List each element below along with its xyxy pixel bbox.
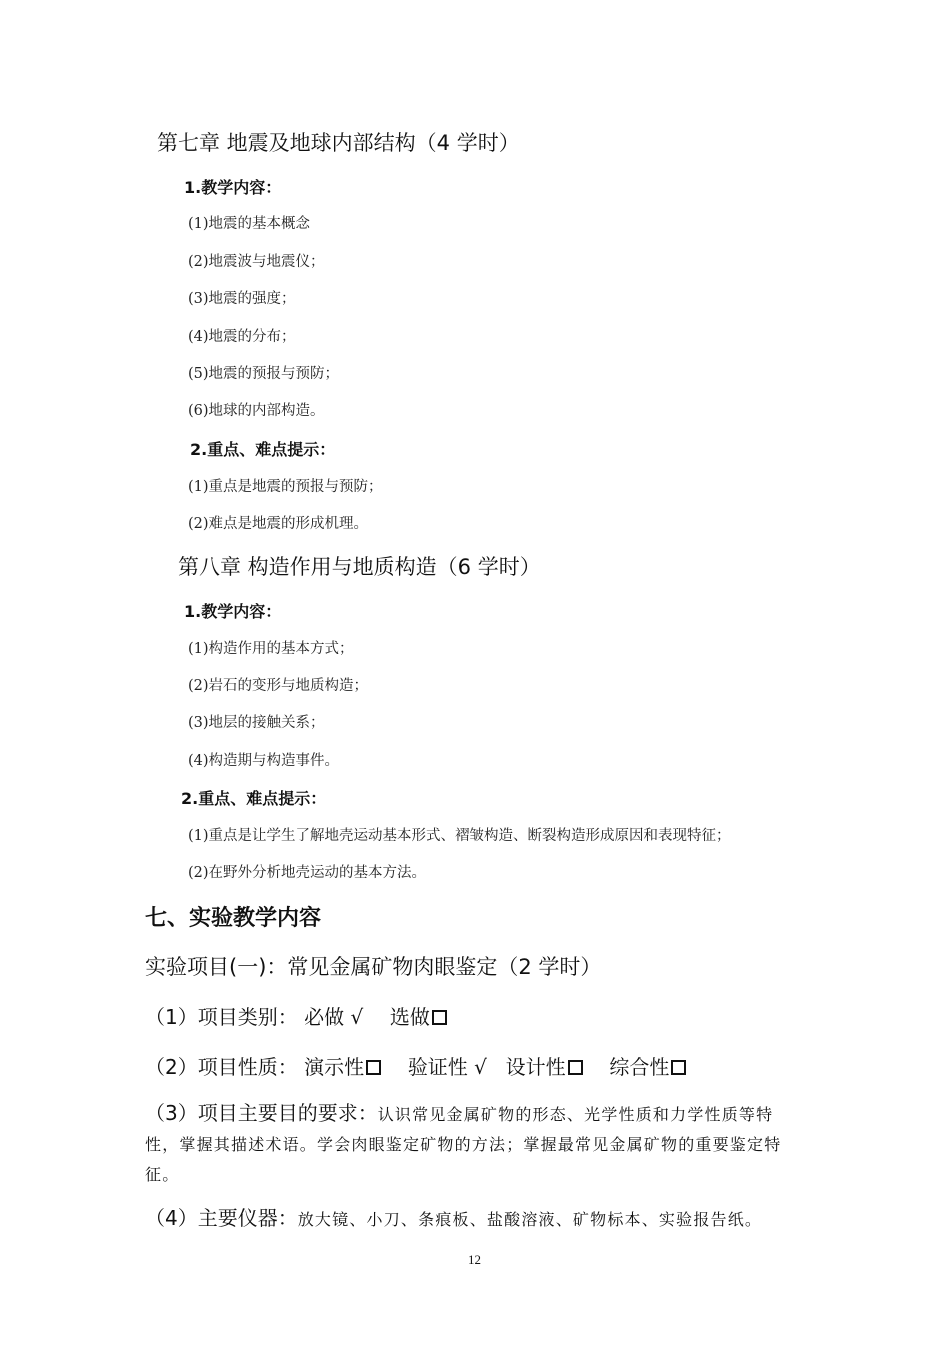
empty-checkbox-icon bbox=[568, 1060, 583, 1075]
check-mark-icon: √ bbox=[350, 1005, 364, 1029]
section7-title: 七、实验教学内容 bbox=[145, 906, 322, 931]
project-instruments bbox=[145, 1202, 762, 1231]
page-number: 12 bbox=[468, 1252, 481, 1267]
chapter7-item: (3)地震的强度； bbox=[188, 291, 296, 307]
project-category-line bbox=[145, 1001, 447, 1030]
chapter8-item: (2)岩石的变形与地质构造； bbox=[188, 678, 369, 694]
category-option-optional: 选做 bbox=[389, 1005, 430, 1029]
empty-checkbox-icon bbox=[671, 1060, 686, 1075]
chapter7-item: (1)地震的基本概念 bbox=[188, 216, 311, 232]
chapter8-key-item: (1)重点是让学生了解地壳运动基本形式、褶皱构造、断裂构造形成原因和表现特征； bbox=[188, 828, 731, 844]
nature-option-verify: 验证性 bbox=[407, 1055, 468, 1079]
nature-label: （2）项目性质： bbox=[145, 1055, 298, 1079]
chapter8-content-heading: 1.教学内容： bbox=[184, 602, 282, 621]
chapter8-key-item: (2)在野外分析地壳运动的基本方法。 bbox=[188, 865, 427, 881]
chapter8-item: (3)地层的接触关系； bbox=[188, 715, 325, 731]
chapter7-item: (2)地震波与地震仪； bbox=[188, 254, 325, 270]
nature-option-comprehensive: 综合性 bbox=[609, 1055, 670, 1079]
project-nature-line bbox=[145, 1051, 686, 1080]
chapter7-item: (5)地震的预报与预防； bbox=[188, 366, 340, 382]
chapter8-key-heading: 2.重点、难点提示： bbox=[181, 789, 327, 808]
project-title: 实验项目(一)：常见金属矿物肉眼鉴定（2 学时） bbox=[145, 955, 602, 979]
project-purpose bbox=[145, 1098, 807, 1190]
instruments-label: （4）主要仪器： bbox=[145, 1206, 298, 1230]
purpose-text: 认识常见金属矿物的形态、光学性质和力学性质等特性，掌握其描述术语。学会肉眼鉴定矿物的方法；掌握最常见金属矿物的重要鉴定特征。 bbox=[145, 1105, 782, 1184]
chapter7-title: 第七章 地震及地球内部结构（4 学时） bbox=[157, 131, 520, 155]
instruments-text: 放大镜、小刀、条痕板、盐酸溶液、矿物标本、实验报告纸。 bbox=[297, 1210, 763, 1229]
chapter7-key-item: (1)重点是地震的预报与预防； bbox=[188, 479, 383, 495]
category-label: （1）项目类别： bbox=[145, 1005, 298, 1029]
chapter7-key-heading: 2.重点、难点提示： bbox=[190, 440, 336, 459]
purpose-label: （3）项目主要目的要求： bbox=[145, 1101, 378, 1125]
chapter8-item: (4)构造期与构造事件。 bbox=[188, 753, 340, 769]
nature-option-design: 设计性 bbox=[505, 1055, 566, 1079]
check-mark-icon: √ bbox=[474, 1055, 487, 1079]
chapter8-title: 第八章 构造作用与地质构造（6 学时） bbox=[178, 555, 541, 579]
nature-option-demo: 演示性 bbox=[304, 1055, 365, 1079]
category-option-required: 必做 bbox=[304, 1005, 345, 1029]
chapter7-item: (6)地球的内部构造。 bbox=[188, 403, 325, 419]
chapter8-item: (1)构造作用的基本方式； bbox=[188, 641, 354, 657]
empty-checkbox-icon bbox=[432, 1010, 447, 1025]
chapter7-content-heading: 1.教学内容： bbox=[184, 178, 282, 197]
chapter7-item: (4)地震的分布； bbox=[188, 329, 296, 345]
chapter7-key-item: (2)难点是地震的形成机理。 bbox=[188, 516, 369, 532]
empty-checkbox-icon bbox=[366, 1060, 381, 1075]
